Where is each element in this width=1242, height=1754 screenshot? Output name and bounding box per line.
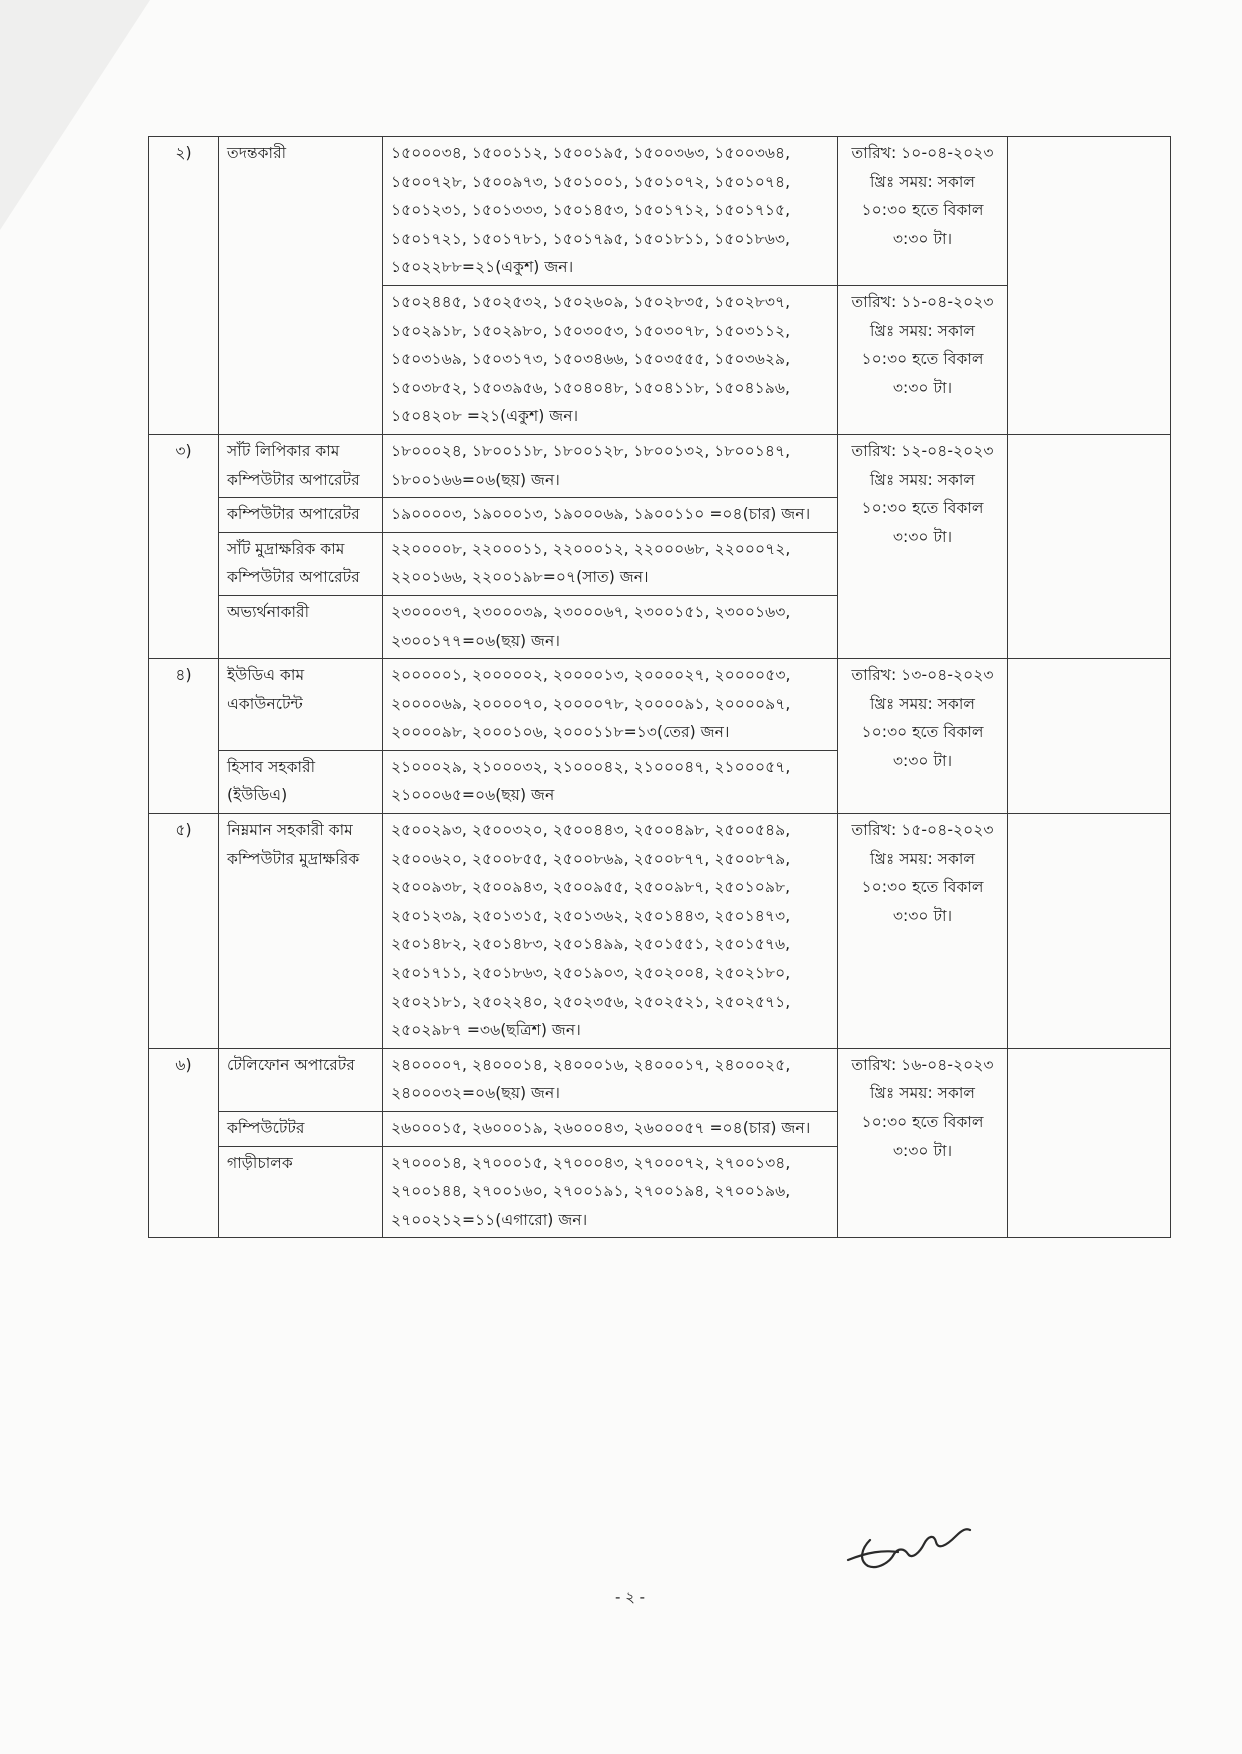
post-name-cell: ইউডিএ কাম একাউনটেন্ট xyxy=(219,659,383,751)
table-row xyxy=(149,659,1171,751)
remarks-cell xyxy=(1008,814,1171,1049)
roll-numbers-cell: ১৯০০০০৩, ১৯০০০১৩, ১৯০০০৬৯, ১৯০০১১০ =০৪(চার) জন। xyxy=(383,498,838,533)
exam-date-cell: তারিখ: ১৩-০৪-২০২৩ খ্রিঃ সময়: সকাল ১০:৩০ হতে বিকাল ৩:৩০ টা। xyxy=(838,659,1008,814)
roll-numbers-cell: ২০০০০০১, ২০০০০০২, ২০০০০১৩, ২০০০০২৭, ২০০০০৫৩, ২০০০০৬৯, ২০০০০৭০, ২০০০০৭৮, ২০০০০৯১, ২০০০০৯৭, ২০০০০৯৮, ২০০০১০৬, ২০০০১১৮=১৩(তের) জন। xyxy=(383,659,838,751)
signature-image xyxy=(838,1500,978,1580)
remarks-cell xyxy=(1008,659,1171,814)
post-name-cell: গাড়ীচালক xyxy=(219,1146,383,1238)
roll-numbers-cell: ১৫০২৪৪৫, ১৫০২৫৩২, ১৫০২৬০৯, ১৫০২৮৩৫, ১৫০২৮৩৭, ১৫০২৯১৮, ১৫০২৯৮০, ১৫০৩০৫৩, ১৫০৩০৭৮, ১৫০৩১১২, ১৫০৩১৬৯, ১৫০৩১৭৩, ১৫০৩৪৬৬, ১৫০৩৫৫৫, ১৫০৩৬২৯, ১৫০৩৮৫২, ১৫০৩৯৫৬, ১৫০৪০৪৮, ১৫০৪১১৮, ১৫০৪১৯৬, ১৫০৪২০৮ =২১(একুশ) জন। xyxy=(383,285,838,434)
exam-date-cell: তারিখ: ১৬-০৪-২০২৩ খ্রিঃ সময়: সকাল ১০:৩০ হতে বিকাল ৩:৩০ টা। xyxy=(838,1048,1008,1238)
serial-cell: ৫) xyxy=(149,814,219,1049)
exam-date-cell: তারিখ: ১০-০৪-২০২৩ খ্রিঃ সময়: সকাল ১০:৩০ হতে বিকাল ৩:৩০ টা। xyxy=(838,137,1008,286)
roll-numbers-cell: ২১০০০২৯, ২১০০০৩২, ২১০০০৪২, ২১০০০৪৭, ২১০০০৫৭, ২১০০০৬৫=০৬(ছয়) জন xyxy=(383,750,838,813)
serial-cell: ৬) xyxy=(149,1048,219,1238)
exam-date-cell: তারিখ: ১৫-০৪-২০২৩ খ্রিঃ সময়: সকাল ১০:৩০ হতে বিকাল ৩:৩০ টা। xyxy=(838,814,1008,1049)
roll-numbers-cell: ২৫০০২৯৩, ২৫০০৩২০, ২৫০০৪৪৩, ২৫০০৪৯৮, ২৫০০৫৪৯, ২৫০০৬২০, ২৫০০৮৫৫, ২৫০০৮৬৯, ২৫০০৮৭৭, ২৫০০৮৭৯, ২৫০০৯৩৮, ২৫০০৯৪৩, ২৫০০৯৫৫, ২৫০০৯৮৭, ২৫০১০৯৮, ২৫০১২৩৯, ২৫০১৩১৫, ২৫০১৩৬২, ২৫০১৪৪৩, ২৫০১৪৭৩, ২৫০১৪৮২, ২৫০১৪৮৩, ২৫০১৪৯৯, ২৫০১৫৫১, ২৫০১৫৭৬, ২৫০১৭১১, ২৫০১৮৬৩, ২৫০১৯০৩, ২৫০২০০৪, ২৫০২১৮০, ২৫০২১৮১, ২৫০২২৪০, ২৫০২৩৫৬, ২৫০২৫২১, ২৫০২৫৭১, ২৫০২৯৮৭ =৩৬(ছত্রিশ) জন। xyxy=(383,814,838,1049)
post-name-cell: সাঁট লিপিকার কাম কম্পিউটার অপারেটর xyxy=(219,434,383,497)
schedule-body xyxy=(149,137,1171,1238)
exam-date-cell: তারিখ: ১২-০৪-২০২৩ খ্রিঃ সময়: সকাল ১০:৩০ হতে বিকাল ৩:৩০ টা। xyxy=(838,434,1008,658)
roll-numbers-cell: ২৩০০০৩৭, ২৩০০০৩৯, ২৩০০০৬৭, ২৩০০১৫১, ২৩০০১৬৩, ২৩০০১৭৭=০৬(ছয়) জন। xyxy=(383,595,838,658)
serial-cell: ২) xyxy=(149,137,219,435)
table-row xyxy=(149,1048,1171,1111)
post-name-cell: তদন্তকারী xyxy=(219,137,383,435)
exam-date-cell: তারিখ: ১১-০৪-২০২৩ খ্রিঃ সময়: সকাল ১০:৩০ হতে বিকাল ৩:৩০ টা। xyxy=(838,285,1008,434)
roll-numbers-cell: ২৬০০০১৫, ২৬০০০১৯, ২৬০০০৪৩, ২৬০০০৫৭ =০৪(চার) জন। xyxy=(383,1112,838,1147)
roll-numbers-cell: ১৮০০০২৪, ১৮০০১১৮, ১৮০০১২৮, ১৮০০১৩২, ১৮০০১৪৭, ১৮০০১৬৬=০৬(ছয়) জন। xyxy=(383,434,838,497)
table-row xyxy=(149,814,1171,1049)
table-row xyxy=(149,434,1171,497)
page-number: - ২ - xyxy=(614,1588,646,1606)
roll-numbers-cell: ১৫০০০৩৪, ১৫০০১১২, ১৫০০১৯৫, ১৫০০৩৬৩, ১৫০০৩৬৪, ১৫০০৭২৮, ১৫০০৯৭৩, ১৫০১০০১, ১৫০১০৭২, ১৫০১০৭৪, ১৫০১২৩১, ১৫০১৩৩৩, ১৫০১৪৫৩, ১৫০১৭১২, ১৫০১৭১৫, ১৫০১৭২১, ১৫০১৭৮১, ১৫০১৭৯৫, ১৫০১৮১১, ১৫০১৮৬৩, ১৫০২২৮৮=২১(একুশ) জন। xyxy=(383,137,838,286)
remarks-cell xyxy=(1008,434,1171,658)
serial-cell: ৩) xyxy=(149,434,219,658)
post-name-cell: কম্পিউটেটর xyxy=(219,1112,383,1147)
post-name-cell: নিম্নমান সহকারী কাম কম্পিউটার মুদ্রাক্ষরিক xyxy=(219,814,383,1049)
remarks-cell xyxy=(1008,1048,1171,1238)
remarks-cell xyxy=(1008,137,1171,435)
post-name-cell: সাঁট মুদ্রাক্ষরিক কাম কম্পিউটার অপারেটর xyxy=(219,532,383,595)
roll-numbers-cell: ২২০০০০৮, ২২০০০১১, ২২০০০১২, ২২০০০৬৮, ২২০০০৭২, ২২০০১৬৬, ২২০০১৯৮=০৭(সাত) জন। xyxy=(383,532,838,595)
roll-numbers-cell: ২৪০০০০৭, ২৪০০০১৪, ২৪০০০১৬, ২৪০০০১৭, ২৪০০০২৫, ২৪০০০৩২=০৬(ছয়) জন। xyxy=(383,1048,838,1111)
post-name-cell: হিসাব সহকারী (ইউডিএ) xyxy=(219,750,383,813)
table-row xyxy=(149,137,1171,286)
serial-cell: ৪) xyxy=(149,659,219,814)
roll-numbers-cell: ২৭০০০১৪, ২৭০০০১৫, ২৭০০০৪৩, ২৭০০০৭২, ২৭০০১৩৪, ২৭০০১৪৪, ২৭০০১৬০, ২৭০০১৯১, ২৭০০১৯৪, ২৭০০১৯৬, ২৭০০২১২=১১(এগারো) জন। xyxy=(383,1146,838,1238)
exam-schedule-table xyxy=(148,136,1171,1238)
post-name-cell: কম্পিউটার অপারেটর xyxy=(219,498,383,533)
post-name-cell: টেলিফোন অপারেটর xyxy=(219,1048,383,1111)
page-fold-shadow xyxy=(0,0,150,230)
post-name-cell: অভ্যর্থনাকারী xyxy=(219,595,383,658)
